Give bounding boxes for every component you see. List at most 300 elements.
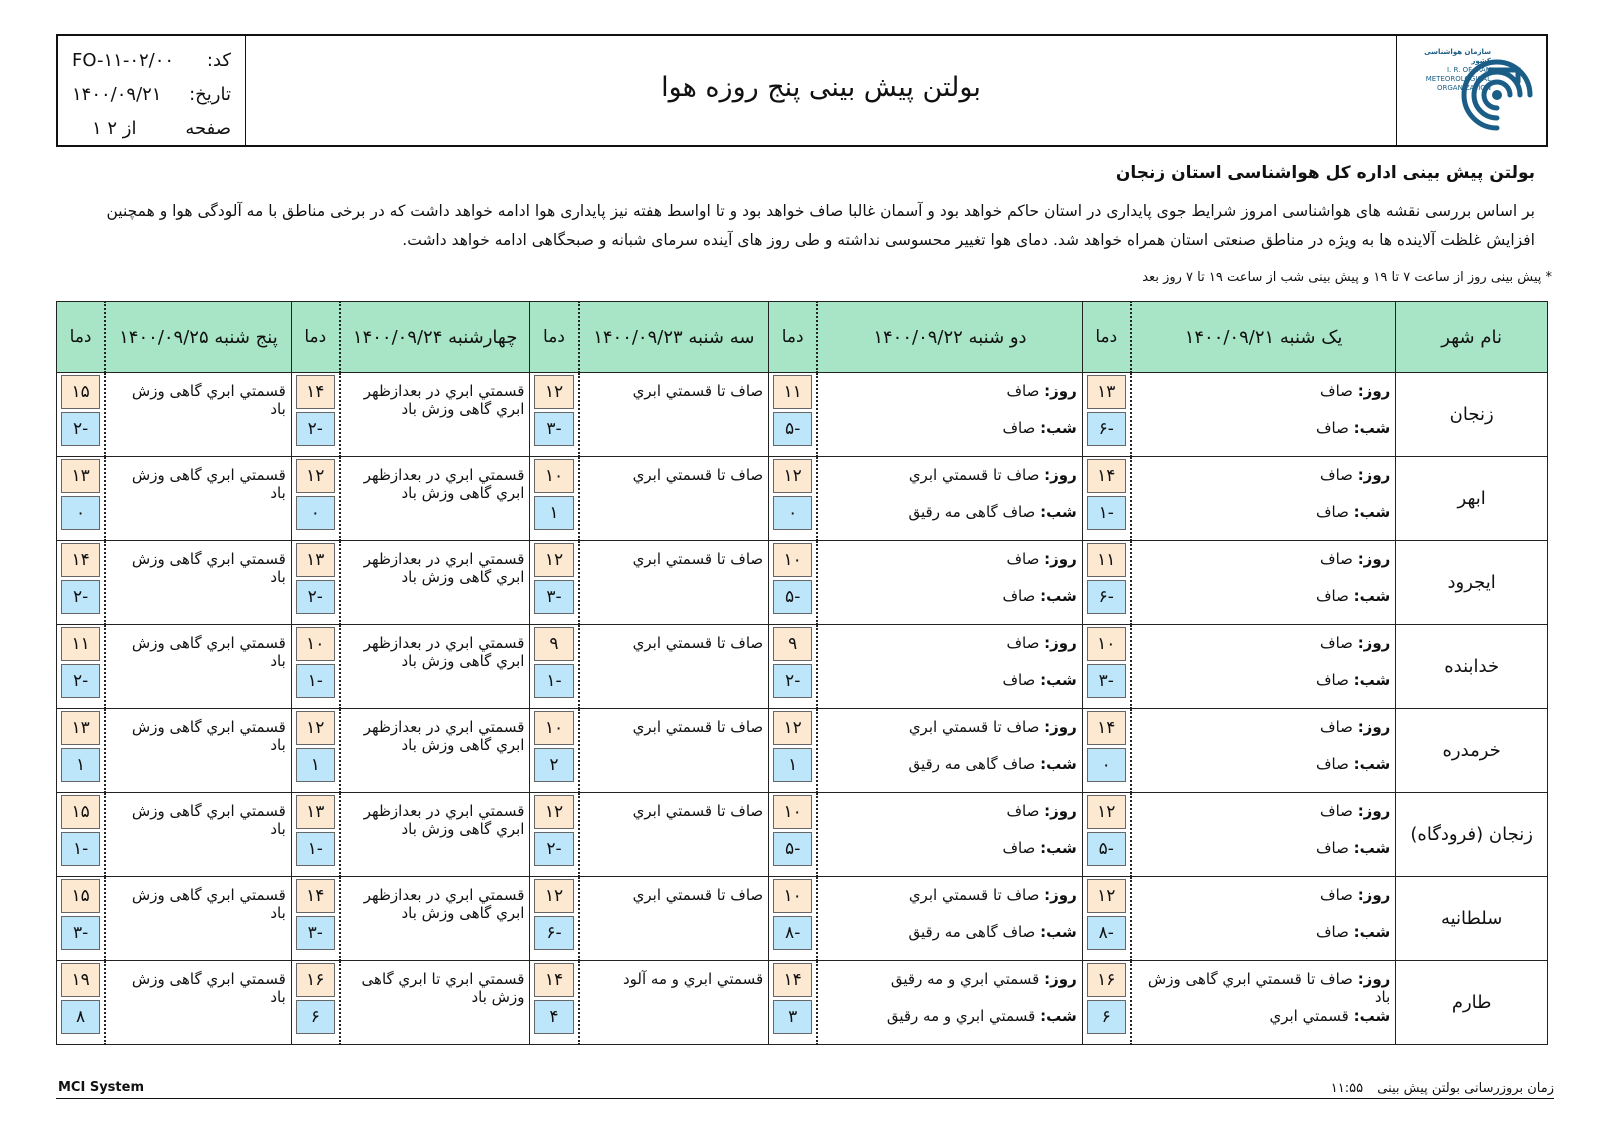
max-temperature: ۱۲ — [296, 711, 335, 745]
condition-text: صاف — [1006, 802, 1040, 820]
update-time-label: زمان بروزرسانی بولتن پیش بینی — [1377, 1081, 1554, 1096]
min-temperature: -۳ — [534, 580, 573, 614]
forecast-line — [826, 839, 1077, 876]
code-label: کد: — [206, 50, 231, 71]
max-temperature: ۱۱ — [1087, 543, 1126, 577]
temperature-cell — [530, 625, 579, 709]
temperature-cell — [291, 709, 340, 793]
temperature-cell — [530, 793, 579, 877]
temperature-cell — [291, 541, 340, 625]
max-temperature: ۱۲ — [773, 459, 812, 493]
temperature-cell — [291, 877, 340, 961]
max-temperature: ۱۹ — [61, 963, 100, 997]
forecast-cell — [1131, 793, 1396, 877]
temperature-cell — [530, 457, 579, 541]
forecast-cell — [340, 457, 530, 541]
day-column-header: یک شنبه ۱۴۰۰/۰۹/۲۱ — [1131, 302, 1396, 373]
temperature-cell — [291, 457, 340, 541]
forecast-line — [826, 923, 1077, 960]
condition-text: صاف — [1320, 886, 1353, 904]
temperature-cell — [291, 793, 340, 877]
max-temperature: ۱۲ — [534, 879, 573, 913]
forecast-line — [826, 466, 1077, 503]
forecast-line — [1140, 886, 1391, 923]
min-temperature: -۲ — [61, 580, 100, 614]
condition-text: صاف — [1320, 634, 1353, 652]
period-label: روز: — [1044, 886, 1077, 904]
min-temperature: -۱ — [296, 664, 335, 698]
period-label: روز: — [1044, 718, 1077, 736]
condition-text: قسمتي ابري تا ابري گاهی وزش باد — [361, 970, 525, 1006]
forecast-line — [826, 970, 1077, 1007]
period-label: شب: — [1040, 587, 1077, 605]
temperature-cell — [769, 457, 818, 541]
temperature-cell — [769, 793, 818, 877]
condition-text: قسمتي ابري گاهی وزش باد — [131, 970, 286, 1006]
forecast-cell — [105, 373, 291, 457]
period-label: شب: — [1353, 755, 1391, 773]
condition-text: قسمتي ابري گاهی وزش باد — [131, 802, 286, 838]
forecast-cell — [817, 877, 1082, 961]
logo-text-line: METEOROLOGICAL — [1425, 75, 1491, 83]
temp-column-header: دما — [530, 302, 579, 373]
date-value: ۱۴۰۰/۰۹/۲۱ — [72, 84, 162, 105]
period-label: روز: — [1044, 550, 1077, 568]
temperature-cell — [769, 709, 818, 793]
forecast-cell — [1131, 541, 1396, 625]
table-row — [57, 877, 1548, 961]
table-row — [57, 709, 1548, 793]
condition-text: صاف تا قسمتي ابري — [632, 382, 764, 400]
max-temperature: ۹ — [534, 627, 573, 661]
condition-text: قسمتي ابري در بعدازظهر ابري گاهی وزش باد — [363, 466, 525, 502]
condition-text: صاف — [1316, 755, 1349, 773]
page-label: صفحه — [185, 118, 231, 139]
period-label: شب: — [1040, 1007, 1077, 1025]
period-label: روز: — [1357, 634, 1391, 652]
condition-text: صاف — [1002, 419, 1036, 437]
forecast-line — [1140, 503, 1391, 540]
max-temperature: ۱۲ — [773, 711, 812, 745]
forecast-line — [826, 755, 1077, 792]
max-temperature: ۱۲ — [1087, 795, 1126, 829]
condition-text: صاف تا قسمتي ابري — [632, 802, 764, 820]
forecast-table-body — [57, 373, 1548, 1045]
page-title: بولتن پیش بینی پنج روزه هوا — [661, 72, 981, 103]
condition-text: صاف گاهی مه رقیق — [908, 503, 1036, 521]
forecast-cell — [817, 457, 1082, 541]
condition-text: قسمتي ابري در بعدازظهر ابري گاهی وزش باد — [363, 550, 525, 586]
min-temperature: -۳ — [296, 916, 335, 950]
table-header-row — [57, 302, 1548, 373]
forecast-cell — [105, 877, 291, 961]
max-temperature: ۱۳ — [1087, 375, 1126, 409]
day-column-header: چهارشنبه ۱۴۰۰/۰۹/۲۴ — [340, 302, 530, 373]
condition-text: قسمتي ابري گاهی وزش باد — [131, 382, 286, 418]
code-value: FO-۱۱-۰۲/۰۰ — [72, 50, 175, 71]
condition-text: قسمتي ابري و مه رقیق — [886, 1007, 1036, 1025]
temperature-cell — [1082, 709, 1131, 793]
table-row — [57, 961, 1548, 1045]
period-label: شب: — [1040, 755, 1077, 773]
forecast-cell — [105, 709, 291, 793]
day-column-header: پنج شنبه ۱۴۰۰/۰۹/۲۵ — [105, 302, 291, 373]
forecast-cell — [579, 877, 769, 961]
footer-update-info — [1331, 1081, 1554, 1096]
forecast-cell — [340, 625, 530, 709]
temperature-cell — [1082, 373, 1131, 457]
condition-text: صاف تا قسمتي ابري — [632, 718, 764, 736]
min-temperature: -۳ — [1087, 664, 1126, 698]
max-temperature: ۱۵ — [61, 879, 100, 913]
forecast-cell — [579, 625, 769, 709]
forecast-line — [1140, 634, 1391, 671]
max-temperature: ۱۴ — [61, 543, 100, 577]
min-temperature: -۲ — [534, 832, 573, 866]
period-label: روز: — [1357, 802, 1391, 820]
temp-column-header: دما — [769, 302, 818, 373]
condition-text: صاف — [1316, 419, 1349, 437]
temperature-cell — [57, 457, 106, 541]
condition-text: صاف — [1002, 839, 1036, 857]
temperature-cell — [769, 373, 818, 457]
temperature-cell — [57, 877, 106, 961]
temperature-cell — [1082, 961, 1131, 1045]
table-row — [57, 373, 1548, 457]
period-label: روز: — [1357, 886, 1391, 904]
city-name: ابهر — [1396, 457, 1548, 541]
condition-text: صاف تا قسمتي ابري — [632, 634, 764, 652]
forecast-cell — [579, 709, 769, 793]
forecast-cell — [817, 625, 1082, 709]
max-temperature: ۱۲ — [534, 795, 573, 829]
period-label: شب: — [1040, 923, 1077, 941]
period-label: شب: — [1040, 839, 1077, 857]
forecast-time-note: * پیش بینی روز از ساعت ۷ تا ۱۹ و پیش بینی شب از ساعت ۱۹ تا ۷ روز بعد — [1142, 270, 1552, 285]
max-temperature: ۱۴ — [773, 963, 812, 997]
condition-text: صاف — [1006, 550, 1040, 568]
forecast-cell — [817, 373, 1082, 457]
min-temperature: ۱ — [773, 748, 812, 782]
forecast-table — [56, 301, 1548, 1045]
forecast-line — [1140, 671, 1391, 708]
temp-column-header: دما — [1082, 302, 1131, 373]
temperature-cell — [57, 793, 106, 877]
max-temperature: ۱۲ — [1087, 879, 1126, 913]
max-temperature: ۱۰ — [773, 543, 812, 577]
condition-text: صاف — [1316, 503, 1349, 521]
temperature-cell — [769, 625, 818, 709]
temp-column-header: دما — [291, 302, 340, 373]
temperature-cell — [530, 541, 579, 625]
forecast-line — [826, 886, 1077, 923]
min-temperature: ۱ — [296, 748, 335, 782]
period-label: روز: — [1044, 802, 1077, 820]
min-temperature: ۰ — [61, 496, 100, 530]
temperature-cell — [530, 877, 579, 961]
max-temperature: ۱۲ — [534, 543, 573, 577]
forecast-line — [1140, 466, 1391, 503]
min-temperature: -۲ — [296, 412, 335, 446]
logo-text-line: ORGANIZATION — [1436, 84, 1491, 92]
forecast-cell — [817, 961, 1082, 1045]
min-temperature: ۶ — [1087, 1000, 1126, 1034]
forecast-line — [826, 382, 1077, 419]
max-temperature: ۱۴ — [296, 375, 335, 409]
period-label: روز: — [1044, 382, 1077, 400]
forecast-line — [1140, 718, 1391, 755]
condition-text: صاف — [1316, 839, 1349, 857]
period-label: شب: — [1353, 419, 1391, 437]
forecast-cell — [579, 793, 769, 877]
condition-text: قسمتي ابري گاهی وزش باد — [131, 634, 286, 670]
condition-text: صاف — [1320, 382, 1353, 400]
min-temperature: -۲ — [61, 664, 100, 698]
temperature-cell — [530, 373, 579, 457]
temp-column-header: دما — [57, 302, 106, 373]
forecast-cell — [1131, 373, 1396, 457]
bulletin-header — [56, 34, 1548, 147]
min-temperature: ۰ — [296, 496, 335, 530]
forecast-line — [826, 419, 1077, 456]
min-temperature: ۴ — [534, 1000, 573, 1034]
condition-text: صاف گاهی مه رقیق — [908, 923, 1036, 941]
forecast-line — [826, 503, 1077, 540]
min-temperature: -۲ — [773, 664, 812, 698]
min-temperature: -۱ — [61, 832, 100, 866]
min-temperature: ۱ — [534, 496, 573, 530]
logo-text-line: سازمان هواشناسی کشور — [1424, 48, 1491, 65]
min-temperature: -۳ — [61, 916, 100, 950]
footer-divider — [56, 1098, 1554, 1099]
city-name: طارم — [1396, 961, 1548, 1045]
period-label: روز: — [1044, 466, 1077, 484]
forecast-cell — [105, 793, 291, 877]
forecast-cell — [105, 457, 291, 541]
table-row — [57, 625, 1548, 709]
temperature-cell — [530, 961, 579, 1045]
forecast-cell — [1131, 709, 1396, 793]
city-column-header: نام شهر — [1396, 302, 1548, 373]
max-temperature: ۱۲ — [534, 375, 573, 409]
forecast-cell — [340, 961, 530, 1045]
condition-text: صاف تا قسمتي ابري گاهی وزش باد — [1147, 970, 1391, 1006]
period-label: شب: — [1040, 671, 1077, 689]
forecast-line — [1140, 839, 1391, 876]
forecast-cell — [105, 961, 291, 1045]
period-label: شب: — [1040, 419, 1077, 437]
max-temperature: ۱۱ — [61, 627, 100, 661]
condition-text: صاف — [1316, 671, 1349, 689]
period-label: روز: — [1044, 634, 1077, 652]
logo-text-line: I. R. OF IRAN — [1446, 66, 1491, 74]
min-temperature: -۵ — [773, 832, 812, 866]
min-temperature: ۱ — [61, 748, 100, 782]
period-label: شب: — [1353, 587, 1391, 605]
bulletin-summary: بر اساس بررسی نقشه های هواشناسی امروز شرایط جوی پایداری در استان حاکم خواهد بود و آسمان غالبا صاف خواهد بود و تا اواسط هفته نیز پایداری هوا ادامه خواهد داشت که در برخی مناطق با مه آلودگی هوا و همچنین افزایش غلظت آلاینده ها به ویژه در مناطق صنعتی استان همراه خواهد شد. دمای هوا تغییر محسوسی نداشته و طی روز های آینده سرمای شبانه و صبحگاهی ادامه خواهد داشت. — [106, 202, 1535, 249]
city-name: ایجرود — [1396, 541, 1548, 625]
temperature-cell — [57, 541, 106, 625]
min-temperature: -۱ — [534, 664, 573, 698]
forecast-cell — [579, 457, 769, 541]
period-label: شب: — [1353, 923, 1391, 941]
forecast-cell — [340, 373, 530, 457]
forecast-line — [826, 587, 1077, 624]
condition-text: قسمتي ابري در بعدازظهر ابري گاهی وزش باد — [363, 886, 525, 922]
forecast-line — [1140, 970, 1391, 1007]
temperature-cell — [1082, 793, 1131, 877]
day-column-header: دو شنبه ۱۴۰۰/۰۹/۲۲ — [817, 302, 1082, 373]
max-temperature: ۱۰ — [773, 795, 812, 829]
min-temperature: ۶ — [296, 1000, 335, 1034]
meteorological-logo-icon — [1460, 56, 1534, 134]
max-temperature: ۱۴ — [1087, 711, 1126, 745]
condition-text: صاف تا قسمتي ابري — [908, 466, 1040, 484]
forecast-line — [1140, 382, 1391, 419]
temperature-cell — [57, 961, 106, 1045]
forecast-line — [826, 1007, 1077, 1044]
condition-text: صاف — [1320, 802, 1353, 820]
max-temperature: ۱۰ — [534, 459, 573, 493]
condition-text: قسمتي ابري گاهی وزش باد — [131, 550, 286, 586]
forecast-line — [1140, 550, 1391, 587]
document-meta — [58, 36, 246, 145]
table-row — [57, 457, 1548, 541]
condition-text: صاف گاهی مه رقیق — [908, 755, 1036, 773]
condition-text: قسمتي ابري گاهی وزش باد — [131, 718, 286, 754]
max-temperature: ۱۴ — [534, 963, 573, 997]
forecast-cell — [579, 541, 769, 625]
min-temperature: -۸ — [773, 916, 812, 950]
city-name: سلطانیه — [1396, 877, 1548, 961]
condition-text: صاف — [1320, 550, 1353, 568]
temperature-cell — [57, 709, 106, 793]
condition-text: صاف تا قسمتي ابري — [908, 886, 1040, 904]
period-label: روز: — [1357, 550, 1391, 568]
condition-text: قسمتي ابري در بعدازظهر ابري گاهی وزش باد — [363, 634, 525, 670]
condition-text: قسمتي ابري در بعدازظهر ابري گاهی وزش باد — [363, 802, 525, 838]
forecast-line — [1140, 587, 1391, 624]
temperature-cell — [291, 961, 340, 1045]
period-label: روز: — [1357, 466, 1391, 484]
temperature-cell — [1082, 877, 1131, 961]
period-label: شب: — [1353, 1007, 1391, 1025]
forecast-line — [826, 718, 1077, 755]
max-temperature: ۱۳ — [61, 711, 100, 745]
forecast-cell — [105, 541, 291, 625]
forecast-line — [1140, 923, 1391, 960]
max-temperature: ۱۰ — [1087, 627, 1126, 661]
page-value: ۱ از ۲ — [92, 118, 137, 139]
min-temperature: -۲ — [296, 580, 335, 614]
condition-text: صاف تا قسمتي ابري — [908, 718, 1040, 736]
period-label: شب: — [1353, 671, 1391, 689]
temperature-cell — [291, 373, 340, 457]
min-temperature: ۳ — [773, 1000, 812, 1034]
condition-text: قسمتي ابري گاهی وزش باد — [131, 466, 286, 502]
temperature-cell — [57, 625, 106, 709]
condition-text: صاف تا قسمتي ابري — [632, 550, 764, 568]
forecast-cell — [1131, 877, 1396, 961]
temperature-cell — [769, 961, 818, 1045]
date-label: تاریخ: — [189, 84, 231, 105]
forecast-line — [826, 550, 1077, 587]
period-label: روز: — [1357, 970, 1391, 988]
city-name: خدابنده — [1396, 625, 1548, 709]
max-temperature: ۱۰ — [296, 627, 335, 661]
day-column-header: سه شنبه ۱۴۰۰/۰۹/۲۳ — [579, 302, 769, 373]
min-temperature: -۸ — [1087, 916, 1126, 950]
table-row — [57, 793, 1548, 877]
min-temperature: ۰ — [1087, 748, 1126, 782]
temperature-cell — [57, 373, 106, 457]
min-temperature: -۳ — [534, 412, 573, 446]
temperature-cell — [769, 541, 818, 625]
max-temperature: ۱۳ — [296, 543, 335, 577]
temperature-cell — [1082, 625, 1131, 709]
condition-text: قسمتي ابري گاهی وزش باد — [131, 886, 286, 922]
max-temperature: ۱۵ — [61, 795, 100, 829]
table-row — [57, 541, 1548, 625]
forecast-cell — [1131, 961, 1396, 1045]
max-temperature: ۱۴ — [1087, 459, 1126, 493]
temperature-cell — [291, 625, 340, 709]
condition-text: قسمتي ابري — [1269, 1007, 1349, 1025]
max-temperature: ۱۰ — [773, 879, 812, 913]
max-temperature: ۱۰ — [534, 711, 573, 745]
max-temperature: ۱۱ — [773, 375, 812, 409]
forecast-cell — [1131, 625, 1396, 709]
condition-text: صاف — [1002, 671, 1036, 689]
max-temperature: ۱۶ — [296, 963, 335, 997]
temperature-cell — [530, 709, 579, 793]
city-name: زنجان (فرودگاه) — [1396, 793, 1548, 877]
condition-text: صاف تا قسمتي ابري — [632, 886, 764, 904]
forecast-cell — [817, 709, 1082, 793]
period-label: شب: — [1040, 503, 1077, 521]
condition-text: صاف تا قسمتي ابري — [632, 466, 764, 484]
period-label: شب: — [1353, 839, 1391, 857]
condition-text: قسمتي ابري و مه آلود — [622, 970, 764, 988]
forecast-cell — [340, 541, 530, 625]
forecast-line — [826, 671, 1077, 708]
min-temperature: -۵ — [1087, 832, 1126, 866]
forecast-cell — [579, 961, 769, 1045]
period-label: روز: — [1044, 970, 1077, 988]
min-temperature: -۵ — [773, 412, 812, 446]
forecast-line — [1140, 1007, 1391, 1044]
condition-text: قسمتي ابري در بعدازظهر ابري گاهی وزش باد — [363, 718, 525, 754]
condition-text: صاف — [1006, 634, 1040, 652]
forecast-cell — [340, 709, 530, 793]
min-temperature: ۸ — [61, 1000, 100, 1034]
organization-logo — [1396, 36, 1546, 145]
min-temperature: -۵ — [773, 580, 812, 614]
forecast-line — [1140, 419, 1391, 456]
period-label: روز: — [1357, 382, 1391, 400]
min-temperature: -۱ — [1087, 496, 1126, 530]
forecast-cell — [340, 877, 530, 961]
max-temperature: ۱۵ — [61, 375, 100, 409]
forecast-line — [1140, 802, 1391, 839]
condition-text: قسمتي ابري در بعدازظهر ابري گاهی وزش باد — [363, 382, 525, 418]
city-name: زنجان — [1396, 373, 1548, 457]
condition-text: صاف — [1320, 466, 1353, 484]
condition-text: صاف — [1316, 923, 1349, 941]
forecast-cell — [817, 541, 1082, 625]
temperature-cell — [1082, 541, 1131, 625]
condition-text: قسمتي ابري و مه رقیق — [890, 970, 1040, 988]
